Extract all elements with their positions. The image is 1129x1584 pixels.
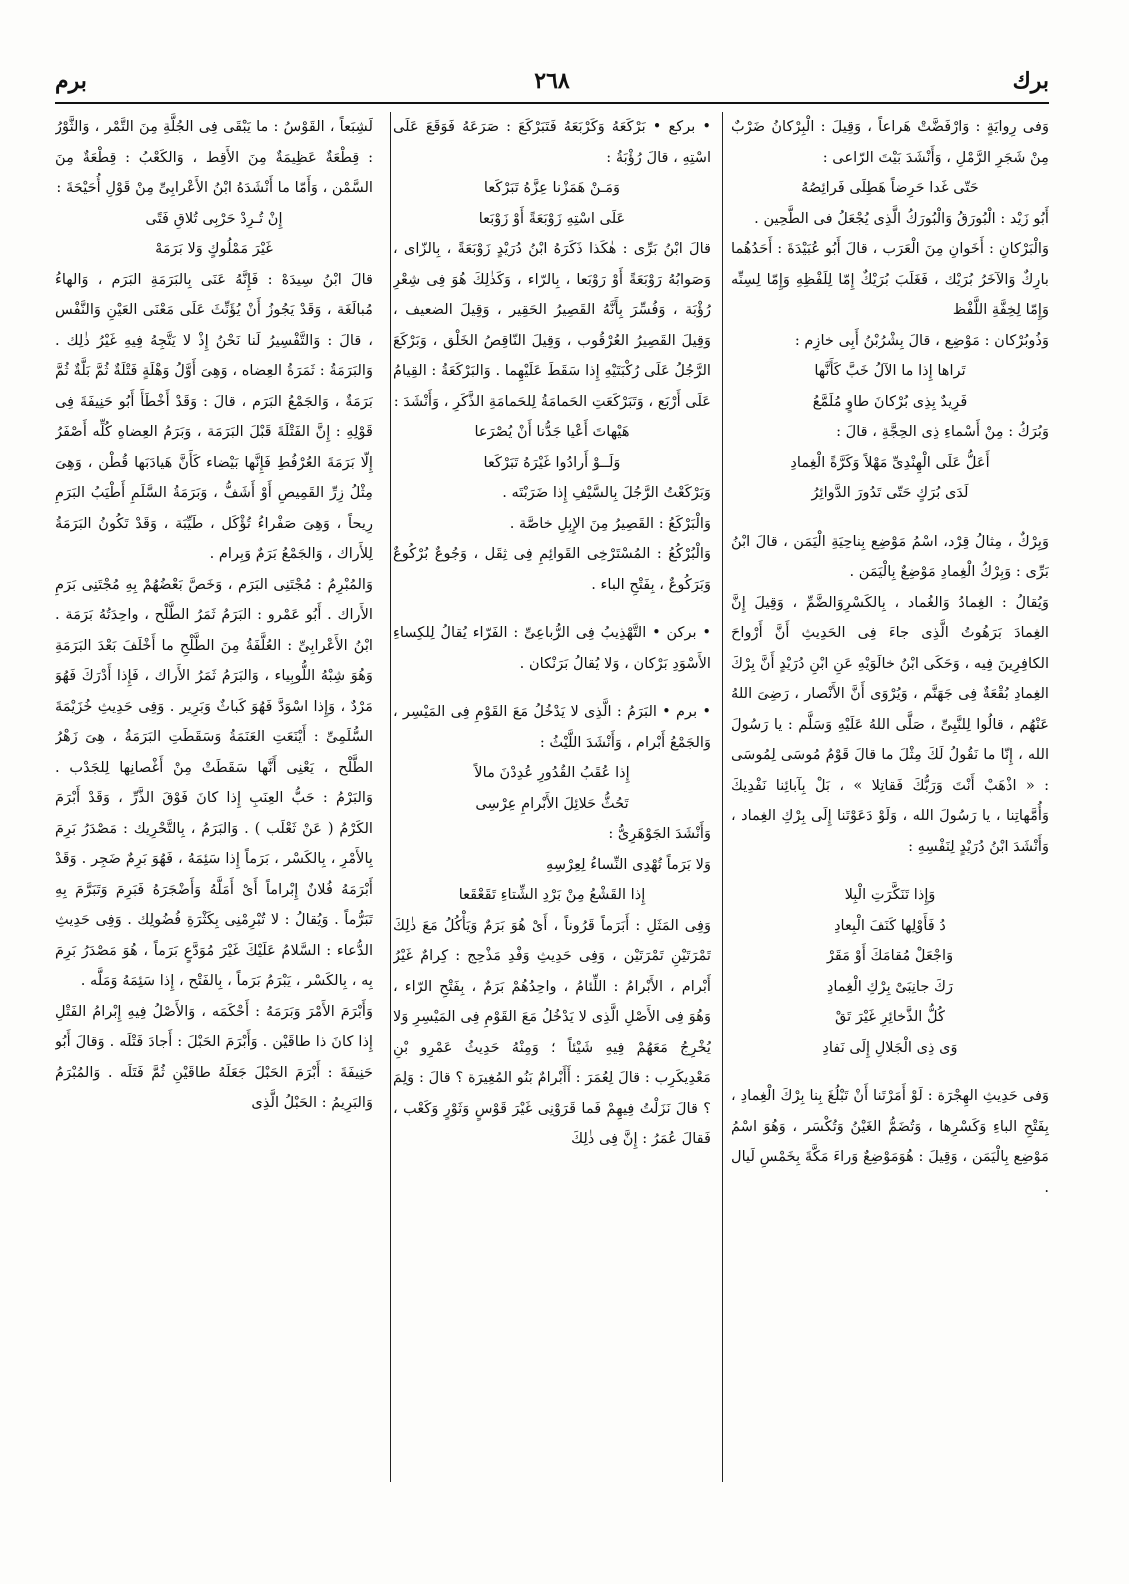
- entry-paragraph: • بركع • بَرْكَعَهُ وَكَرْبَعَهُ فَتَبَرْكَعَ : صَرَعَهُ فَوَقَعَ عَلَى اسْتِهِ ، قالَ رُؤْبَةُ :: [393, 118, 711, 166]
- column-left: [55, 112, 373, 1482]
- column-right: [731, 112, 1049, 1482]
- verse-line: كُلُّ الذَّخائِرِ غَيْرَ تَقْ: [835, 1008, 945, 1025]
- verse-line: تَراها إِذا ما الآلُ خَبَّ كَأَنَّها: [814, 362, 966, 379]
- verse-line: عَلَى اسْتِهِ زَوْبَعَةً أَوْ زَوْبَعا: [478, 209, 626, 227]
- text-paragraph: وَالْبُرْكُعُ : المُسْتَرْخِى القَوائِمِ فِى ثِقَل ، وَجُوعٌ بُرْكُوعٌ وَبَرَكُوعٌ ، بِفَتْحِ الباء .: [393, 545, 711, 593]
- text-paragraph: وَلا بَرَماً تُهْدِى النِّساءُ لِعِرْسِهِ: [546, 855, 711, 873]
- text-paragraph: وَفى رِوايَةٍ : وَارْفَضَّتْ هَراعاً ، وَقِيلَ : الْبِرْكانُ ضَرْبٌ مِنْ شَجَرِ الرَّمْلِ ، وَأَنْشَدَ بَيْتَ الرّاعى :: [731, 118, 1049, 166]
- text-paragraph: وَالْبَرْكَعُ : القَصِيرُ مِنَ الإِبِلِ خاصَّة .: [509, 514, 711, 532]
- text-paragraph: قالَ ابْنُ بَرِّى : هٰكَذا ذَكَرَهُ ابْنُ دُرَيْدٍ زَوْبَعَةً ، بِالزّاى ، وَصَوابُهُ رَوْبَعَةً أَوْ رَوْبَعا ، بِالرّاء ، وَكَذٰلِكَ هُوَ فِى شِعْرِ رُؤْبَة ، وَفُسِّرَ بِأَنَّهُ القَصِيرُ الحَقِير ، وَقِيلَ الضعيف ، وَقِيلَ القَصِيرُ العُرْقُوب ، وَقِيلَ النّاقِصُ الخَلْق ، وَبَرْكَعَ الرَّجُلُ عَلَى رُكْبَتَيْهِ إِذا سَقَطَ عَلَيْهِما . وَالبَرْكَعَةُ : القِيامُ عَلَى أَرْبَع ، وَتَبَرْكَعَتِ الحَمامَةُ لِلحَمامَةِ الذَّكَرِ ، وَأَنْشَدَ :: [393, 240, 711, 410]
- verse-line: إِذا عُقَبُ القُدُورِ عُدِدْنَ مالاً: [474, 764, 630, 781]
- verse-line: لَدَى بُرَكٍ حَتّى تَدُورَ الدَّوائِرُ: [811, 484, 969, 501]
- text-paragraph: وَفى حَدِيثِ الهِجْرَة : لَوْ أَمَرْتَنا أَنْ تَبْلُغَ بِنا بِرْكَ الْغِمادِ ، بِفَتْحِ الباءِ وَكَسْرِها ، وَتُضَمُّ الغَيْنُ وَتُكْسَر ، وَهُوَ اسْمُ مَوْضِع بِالْيَمَن ، وَقِيلَ : هُوَمَوْضِعٌ وَراءَ مَكَّةَ بِخَمْسِ لَيال .: [731, 1087, 1049, 1196]
- column-middle: [393, 112, 711, 1482]
- text-paragraph: وَفِى المَثَلِ : أَبَرَماً قَرُوناً ، أَىْ هُوَ بَرَمٌ وَيَأْكُلُ مَعَ ذٰلِكَ تَمْرَتَيْنِ تَمْرَتَيْن ، وَفِى حَدِيثِ وَفْدِ مَذْحِج : كِرامٌ غَيْرُ أَبْرام ، الأَبْرامُ : اللِّئامُ ، واحِدُهُمْ بَرَمٌ ، بِفَتْحِ الرّاء ، وَهُوَ فِى الأَصْلِ الَّذِى لا يَدْخُلُ مَعَ القَوْمِ فِى المَيْسِرِ وَلا يُخْرِجُ مَعَهُمْ فِيهِ شَيْئاً ؛ وَمِنْهُ حَدِيثُ عَمْرِو بْنِ مَعْدِيكَرِب : قالَ لِعُمَرَ : أَأَبْرامٌ بَنُو المُغِيرَة ؟ قالَ : وَلِمَ ؟ قالَ نَزَلْتُ فِيهِمْ فَما قَرَوْنِى غَيْرَ قَوْسٍ وَثَوْرٍ وَكَعْب ، فَقالَ عُمَرُ : إِنَّ فِى ذٰلِكَ: [393, 916, 711, 1147]
- text-paragraph: قالَ ابْنُ سِيدَهْ : فَإِنَّهُ عَنَى بِالبَرَمَةِ البَرَم ، وَالهاءُ مُبالَغَة ، وَقَدْ يَجُوزُ أَنْ يُؤَنِّثَ عَلَى مَعْنَى العَيْنِ وَالنَّفْس ، قالَ : وَالتَّفْسِيرُ لَنا نَحْنُ إِذْ لا يَتَّجِهُ فِيهِ غَيْرُ ذٰلِك . وَالبَرَمَةُ : ثَمَرَةُ العِضاه ، وَهِىَ أَوَّلُ وَهْلَةٍ فَتْلَةٌ ثُمَّ بَلَّةٌ ثُمَّ بَرَمَةٌ ، وَالجَمْعُ البَرَم ، قالَ : وَقَدْ أَخْطَأَ أَبُو حَنِيفَةَ فِى قَوْلِهِ : إِنَّ الفَتْلَةَ قَبْلَ البَرَمَة ، وَبَرَمُ العِضاهِ كُلِّه أَصْفَرُ إِلّا بَرَمَةَ العُرْفُطِ فَإِنَّها بَيْضاء كَأَنَّ هَيادَبَها قُطْن ، وَهِىَ مِثْلُ زِرِّ القَمِيصِ أَوْ أَشَفُّ ، وَبَرَمَةُ السَّلَمِ أَطْيَبُ البَرَمِ رِيحاً ، وَهِىَ صَفْراءُ تُؤْكَل ، طَيِّبَة ، وَقَدْ تَكُونُ البَرَمَةُ لِلأَراك ، وَالجَمْعُ بَرَمٌ وَبِرام .: [55, 270, 373, 562]
- text-paragraph: وَالمُبْرِمُ : مُجْتَنِى البَرَم ، وَخَصَّ بَعْضُهُمْ بِهِ مُجْتَنِى بَرَمِ الأَراك . أَبُو عَمْرو : البَرَمُ ثَمَرُ الطَّلْح ، واحِدَتُهُ بَرَمَة . ابْنُ الأَعْرابِىِّ : العُلَّفَةُ مِنَ الطَّلْحِ ما أَخْلَفَ بَعْدَ البَرَمَةِ وَهُوَ شِبْهُ اللُّوبِياء ، وَالبَرَمُ ثَمَرُ الأَراك ، فَإِذا أَدْرَكَ فَهُوَ مَرْدٌ ، وَإِذا اسْوَدَّ فَهُوَ كَباثٌ وَبَرِير . وَفِى حَدِيثِ خُزَيْمَةَ السُّلَمِىِّ : أَيْنَعَتِ العَنَمَةُ وَسَقَطَتِ البَرَمَةُ ، هِىَ زَهْرُ الطَّلْح ، يَعْنِى أَنَّها سَقَطَتْ مِنْ أَغْصانِها لِلجَدْب . وَالبَرْمُ : حَبُّ العِنَبِ إِذا كانَ فَوْقَ الذَّرِّ ، وَقَدْ أَبْرَمَ الكَرْمُ ( عَنْ ثَعْلَب ) . وَالبَرَمُ ، بِالتَّحْرِيك : مَصْدَرُ بَرِمَ بِالأَمْرِ ، بِالكَسْر ، بَرَماً إِذا سَئِمَهُ ، فَهُوَ بَرِمٌ ضَجِر . وَقَدْ أَبْرَمَهُ فُلانٌ إِبْراماً أَىْ أَمَلَّهُ وَأَضْجَرَهُ فَبَرِمَ وَتَبَرَّمَ بِهِ تَبَرُّماً . وَيُقالُ : لا تُبْرِمْنِى بِكَثْرَةِ فُضُولِك . وَفِى حَدِيثِ الدُّعاء : السَّلامُ عَلَيْكَ غَيْرَ مُوَدَّعٍ بَرَماً ، هُوَ مَصْدَرُ بَرِمَ بِه ، بِالكَسْر ، يَبْرَمُ بَرَماً ، بِالفَتْح ، إِذا سَئِمَهُ وَمَلَّه .: [55, 575, 373, 989]
- paragraph-gap: [393, 679, 711, 697]
- text-paragraph: لَشِبَعاً ، القَوْسُ : ما يَبْقَى فِى الجُلَّةِ مِنَ التَّمْر ، وَالثَّوْرُ : قِطْعَةٌ عَظِيمَةٌ مِنَ الأَقِط ، وَالكَعْبُ : قِطْعَةٌ مِنَ السَّمْن ، وَأَمّا ما أَنْشَدَهُ ابْنُ الأَعْرابِىِّ مِنْ قَوْلِ أُحَيْحَةَ :: [55, 118, 373, 196]
- verse-line: غَيْرَ مَمْلُوكٍ وَلا بَرَمَهْ: [155, 240, 273, 257]
- entry-paragraph: • بركن • التَّهْذِيبُ فِى الرُّباعِىِّ : الفَرّاء يُقالُ لِلكِساءِ الأَسْوَدِ بَرْكان ، وَلا يُقالُ بَرَنْكان .: [393, 624, 711, 672]
- verse-line: دُ فَأَوْلِها كَنَفَ الْبِعادِ: [834, 916, 946, 934]
- text-paragraph: وَبُرَكُ : مِنْ أَسْماءِ ذِى الحِجَّةِ ، قالَ :: [836, 423, 1049, 440]
- paragraph-gap: [731, 1063, 1049, 1081]
- text-columns: [55, 112, 1049, 1482]
- text-paragraph: وَالْبَرْكانِ : أَخَوانِ مِنَ الْعَرَب ، قالَ أَبُو عُبَيْدَةَ : أَحَدُهُما بارِكٌ وَالآخَرُ بُرَيْك ، فَغَلَبَ بُرَيْكٌ إِمّا لِلَفْظِهِ وَإِمّا لِسِنِّه وَإِمّا لِخِفَّةِ اللَّفْظ: [731, 240, 1049, 318]
- verse-line: وَمَـنْ هَمَزْنا عِزَّهُ تَبَرْكَعا: [483, 179, 621, 196]
- verse-line: تَحُثُّ حَلائِلَ الأَبْرامِ عِرْسِى: [475, 794, 629, 812]
- verse-line: وَى ذِى الْجَلالِ إِلَى نَفادِ: [822, 1038, 958, 1056]
- verse-line: رَكَ جانِبَىْ بِرْكِ الْغِمادِ: [826, 977, 954, 995]
- paragraph-gap: [731, 509, 1049, 527]
- text-paragraph: وَبِرْكٌ ، مِثالُ قِرْد، اسْمُ مَوْضِع بِناحِيَةِ الْيَمَن ، قالَ ابْنُ بَرِّى : وَبِرْكُ الْغِمادِ مَوْضِعٌ بِالْيَمَن .: [731, 532, 1049, 580]
- header-right-root-word: برك: [1012, 68, 1049, 94]
- text-paragraph: وَذُوبُرْكان : مَوْضِع ، قالَ بِشْرُبْنُ أَبِى خازِم :: [794, 331, 1049, 349]
- entry-paragraph: • برم • البَرَمُ : الَّذِى لا يَدْخُلُ مَعَ القَوْمِ فِى المَيْسِر ، وَالجَمْعُ أَبْرام ، وَأَنْشَدَ اللَّيْثُ :: [393, 703, 711, 751]
- paragraph-gap: [393, 600, 711, 618]
- paragraph-gap: [731, 862, 1049, 880]
- header-left-root-word: برم: [55, 68, 87, 94]
- verse-line: حَتّى غَدا حَرِضاً هَطِلَى فَرائِصُهُ: [801, 179, 979, 196]
- text-paragraph: وَأَبْرَمَ الأَمْرَ وَبَرَمَهُ : أَحْكَمَه ، وَالأَصْلُ فِيهِ إِبْرامُ الفَتْلِ إِذا كانَ ذا طاقَيْن . وَأَبْرَمَ الحَبْلَ : أَجادَ فَتْلَه . وَقالَ أَبُو حَنِيفَةَ : أَبْرَمَ الحَبْلَ جَعَلَهُ طاقَيْنِ ثُمَّ فَتَلَه . وَالمُبْرَمُ وَالبَرِيمُ : الحَبْلُ الَّذِى: [55, 1002, 373, 1111]
- text-paragraph: أَبُو زَيْد : الْبُورَقُ وَالْبُورَكُ الَّذِى يُجْعَلُ فى الطَّحِين .: [754, 209, 1049, 227]
- verse-line: وَلَــوْ أَرادُوا غَيْرَهُ تَبَرْكَعا: [483, 453, 621, 471]
- text-paragraph: وَيُقالُ : الغِمادُ وَالغُماد ، بِالكَسْرِوَالضَّمِّ ، وَقِيلَ إِنَّ الغِمادَ بَرَهُوتُ الَّذِى جاءَ فِى الحَدِيثِ أَنَّ أَرْواحَ الكافِرِينَ فِيه ، وَحَكَى ابْنُ خالَوَيْهِ عَنِ ابْنِ دُرَيْدٍ أَنَّ بِرْكَ الغِمادِ بُقْعَةٌ فِى جَهَنَّم ، وَيُرْوَى أَنَّ الأَنْصار ، رَضِىَ اللهُ عَنْهُم ، قالُوا لِلنَّبِىِّ ، صَلَّى اللهُ عَلَيْهِ وَسَلَّم : يا رَسُولَ الله ، إِنّا ما نَقُولُ لَكَ مِثْلَ ما قالَ قَوْمُ مُوسَى لِمُوسَى : « اذْهَبْ أَنْتَ وَرَبُّكَ فَقاتِلا » ، بَلْ بِآبائِنا نَفْدِيكَ وَأُمَّهاتِنا ، يا رَسُولَ الله ، وَلَوْ دَعَوْتَنا إِلَى بِرْكِ الغِماد ، وَأَنْشَدَ ابْنُ دُرَيْدٍ لِنَفْسِهِ :: [731, 593, 1049, 855]
- verse-line: فَرِيدٌ بِذِى بُرْكانَ طاوٍ مُلَمَّعُ: [812, 392, 968, 410]
- verse-line: هَيْهاتَ أَعْيا جَدُّنا أَنْ يُصْرَعا: [474, 423, 630, 440]
- verse-line: أَعَلُّ عَلَى الْهِنْدِىِّ مَهْلاً وَكَرَّةً الْغِمادِ: [790, 453, 990, 471]
- verse-line: إِنْ تُـرِدْ حَرْبِى تُلاقِ فَتًى: [145, 209, 283, 227]
- text-paragraph: وَبَرْكَعْتُ الرَّجُلَ بِالسَّيْفِ إِذا ضَرَبْتَه .: [502, 484, 711, 501]
- verse-line: إِذا القَشْعُ مِنْ بَرْدِ الشِّتاءِ تَقَعْقَعا: [458, 886, 646, 903]
- header-rule: [55, 102, 1049, 104]
- verse-line: وَإِذا تَنَكَّرَتِ الْبِلا: [844, 886, 936, 903]
- page-number: ٢٦٨: [534, 68, 570, 94]
- verse-line: وَاجْعَلْ مُقامَكَ أَوْ مَقَرْ: [826, 947, 954, 964]
- text-paragraph: وَأَنْشَدَ الجَوْهَرِىُّ :: [608, 825, 711, 842]
